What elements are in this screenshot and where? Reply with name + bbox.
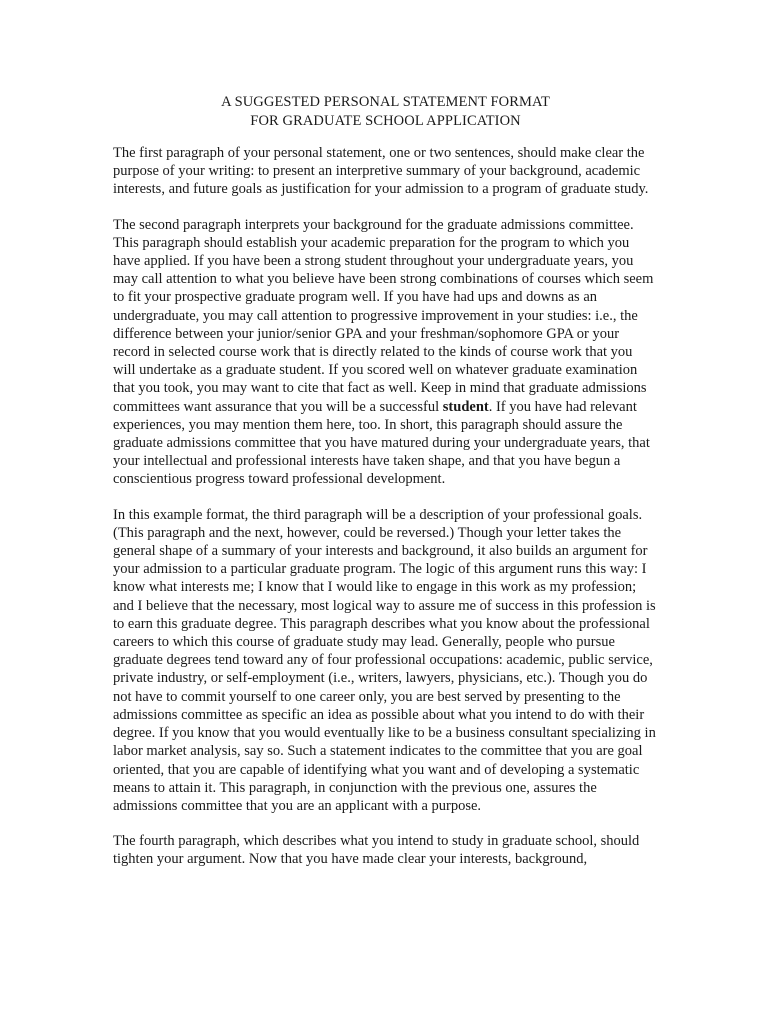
paragraph-2 (113, 216, 658, 489)
title-line-2: FOR GRADUATE SCHOOL APPLICATION (250, 113, 521, 129)
title-line-1: A SUGGESTED PERSONAL STATEMENT FORMAT (221, 94, 550, 110)
paragraph-4: The fourth paragraph, which describes what you intend to study in graduate school, should tighten your argument. Now that you have made clear your interests, background, (113, 833, 640, 868)
document-page (113, 93, 658, 886)
paragraph-3: In this example format, the third paragraph will be a description of your professional goals. (This paragraph and the next, however, could be reversed.) Though your letter takes the general shape of a summary of your interests and background, it also builds an argument for your admission to a particular graduate program. The logic of this argument runs this way: I know what interests me; I know that I would like to engage in this work as my profession; and I believe that the necessary, most logical way to assure me of success in this profession is to earn this graduate degree. This paragraph describes what you know about the professional careers to which this course of graduate study may lead. Generally, people who pursue graduate degrees tend toward any of four professional occupations: academic, public service, private industry, or self-employment (i.e., writers, lawyers, physicians, etc.). Though you do not have to commit yourself to one career only, you are best served by presenting to the admissions committee as specific an idea as possible about what you intend to do with their degree. If you know that you would eventually like to be a business consultant specializing in labor market analysis, say so. Such a statement indicates to the committee that you are goal oriented, that you are capable of identifying what you want and of developing a systematic means to attain it. This paragraph, in conjunction with the previous one, assures the admissions committee that you are an applicant with a purpose. (113, 506, 656, 814)
paragraph-2-part-1: The second paragraph interprets your background for the graduate admissions committee. This paragraph should establish your academic preparation for the program to which you have applied. If you have been a strong student throughout your undergraduate years, you may call attention to what you believe have been strong combinations of courses which seem to fit your prospective graduate program well. If you have had ups and downs as an undergraduate, you may call attention to progressive improvement in your studies: i.e., the difference between your junior/senior GPA and your freshman/sophomore GPA or your record in selected course work that is directly related to the kinds of course work that you will undertake as a graduate student. If you scored well on whatever graduate examination that you took, you may want to cite that fact as well. Keep in mind that graduate admissions committees want assurance that you will be a successful (113, 216, 654, 415)
paragraph-1: The first paragraph of your personal statement, one or two sentences, should make clear the purpose of your writing: to present an interpretive summary of your background, academic interests, and future goals as justification for your admission to a program of graduate study. (113, 145, 649, 198)
paragraph-2-bold-word: student (442, 398, 489, 415)
document-title (113, 93, 658, 131)
paragraph-2-part-2: . If you have had relevant experiences, you may mention them here, too. In short, this paragraph should assure the graduate admissions committee that you have matured during your undergraduate years, that your intellectual and professional interests have taken shape, and that you have begun a conscientious progress toward professional development. (113, 398, 650, 488)
